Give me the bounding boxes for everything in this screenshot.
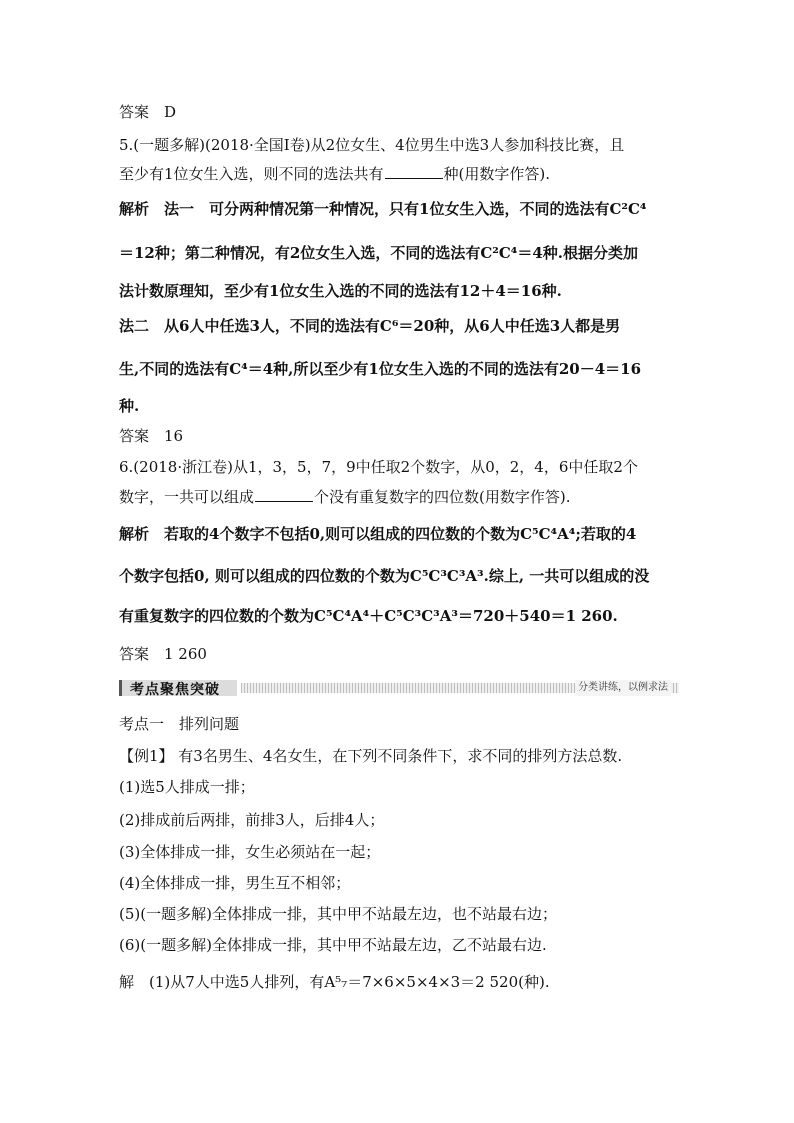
problem-6-text-b: 个没有重复数字的四位数(用数字作答). (314, 488, 571, 506)
solution-5-line-3: 法计数原理知，至少有1位女生入选的不同的选法有12＋4＝16种. (119, 282, 562, 300)
example-1-part-4: (4)全体排成一排，男生互不相邻； (119, 874, 351, 892)
answer-4: 答案 D (119, 103, 177, 121)
example-1-intro: 【例1】 有3名男生、4名女生，在下列不同条件下，求不同的排列方法总数. (119, 747, 623, 765)
banner-tab (119, 680, 237, 696)
banner-subtitle: 分类讲练，以例求法 (575, 680, 671, 696)
problem-5-line-2 (119, 164, 550, 184)
solution-5-method-2-line-3: 种. (119, 397, 140, 415)
solution-5-line-2: ＝12种；第二种情况，有2位女生入选，不同的选法有C²C⁴＝4种.根据分类加 (119, 244, 638, 262)
solution-6-line-1: 解析 若取的4个数字不包括0,则可以组成的四位数的个数为C⁵C⁴A⁴;若取的4 (119, 525, 637, 543)
section-banner (119, 680, 679, 696)
solution-6-line-3: 有重复数字的四位数的个数为C⁵C⁴A⁴＋C⁵C³C³A³＝720＋540＝1 260. (119, 607, 618, 625)
example-1-part-2: (2)排成前后两排，前排3人，后排4人； (119, 811, 385, 829)
problem-5-text-b: 种(用数字作答). (443, 165, 551, 183)
example-1-part-1: (1)选5人排成一排； (119, 778, 255, 796)
solution-example-1-part-1: 解 (1)从7人中选5人排列，有A⁵₇＝7×6×5×4×3＝2 520(种). (119, 973, 550, 991)
answer-5: 答案 16 (119, 427, 184, 445)
solution-5-line-1: 解析 法一 可分两种情况第一种情况，只有1位女生入选，不同的选法有C²C⁴ (119, 200, 647, 218)
example-1-part-6: (6)(一题多解)全体排成一排，其中甲不站最左边，乙不站最右边. (119, 936, 547, 954)
problem-6-line-2 (119, 487, 571, 507)
solution-5-method-2-line-1: 法二 从6人中任选3人，不同的选法有C⁶＝20种，从6人中任选3人都是男 (119, 317, 621, 335)
answer-blank (255, 487, 313, 502)
example-1-part-5: (5)(一题多解)全体排成一排，其中甲不站最左边，也不站最右边； (119, 905, 557, 923)
solution-5-method-2-line-2: 生,不同的选法有C⁴＝4种,所以至少有1位女生入选的不同的选法有20－4＝16 (119, 360, 642, 378)
example-1-part-3: (3)全体排成一排，女生必须站在一起； (119, 843, 381, 861)
topic-heading: 考点一 排列问题 (119, 715, 240, 733)
answer-6: 答案 1 260 (119, 645, 207, 663)
answer-blank (385, 164, 443, 179)
banner-title: 考点聚焦突破 (130, 682, 220, 698)
problem-6-text-a: 数字，一共可以组成 (119, 488, 255, 506)
problem-5-text-a: 至少有1位女生入选，则不同的选法共有 (119, 165, 384, 183)
solution-6-line-2: 个数字包括0, 则可以组成的四位数的个数为C⁵C³C³A³.综上, 一共可以组成的没 (119, 567, 650, 585)
problem-5-line-1: 5.(一题多解)(2018·全国Ⅰ卷)从2位女生、4位男生中选3人参加科技比赛，且 (119, 136, 625, 154)
problem-6-line-1: 6.(2018·浙江卷)从1，3，5，7，9中任取2个数字，从0，2，4，6中任取2个 (119, 458, 638, 476)
